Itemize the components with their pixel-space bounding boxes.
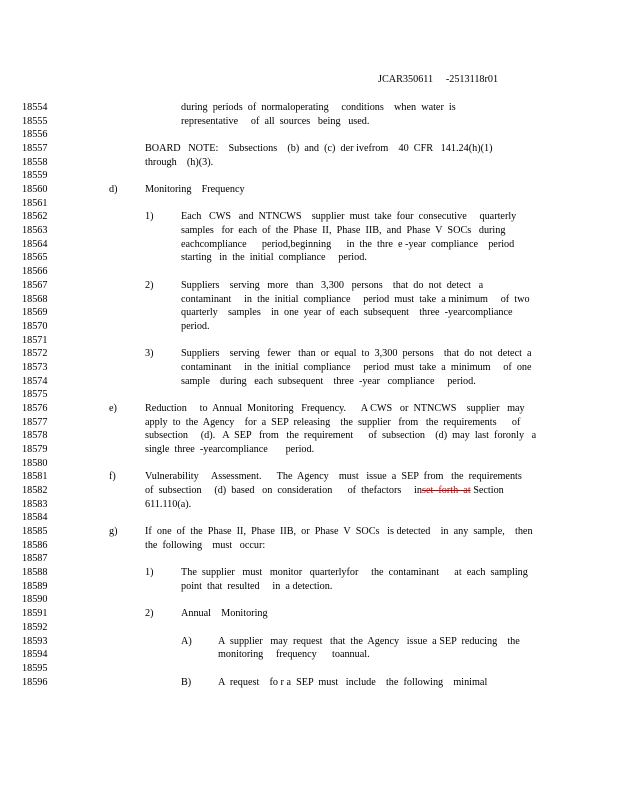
text-line: sample during each subsequent three -year compliance period. bbox=[181, 375, 476, 387]
text-line: during periods of normaloperating conditions when water is bbox=[181, 102, 456, 113]
line-number: 18593 bbox=[22, 635, 48, 647]
line-number: 18585 bbox=[22, 526, 48, 538]
line-number: 18569 bbox=[22, 307, 48, 319]
line-number: 18595 bbox=[22, 662, 48, 674]
line-number: 18557 bbox=[22, 143, 48, 155]
text-line: Suppliers serving fewer than or equal to 3,300 persons that do not detect a bbox=[181, 348, 532, 360]
text-line: Suppliers serving more than 3,300 persons that do not detect a bbox=[181, 279, 484, 291]
text-line: BOARD NOTE: Subsections (b) and (c) der ivefrom 40 CFR 141.24(h)(1) bbox=[145, 143, 493, 155]
list-marker: 2) bbox=[145, 279, 154, 291]
line-number: 18576 bbox=[22, 402, 48, 414]
line-number: 18574 bbox=[22, 375, 48, 387]
line-number: 18566 bbox=[22, 266, 48, 278]
line-number: 18577 bbox=[22, 416, 48, 428]
line-number: 18567 bbox=[22, 279, 48, 291]
document-header: JCAR350611 -2513118r01 bbox=[378, 74, 499, 85]
line-number: 18588 bbox=[22, 567, 48, 579]
line-number: 18580 bbox=[22, 457, 48, 469]
line-number: 18578 bbox=[22, 430, 48, 442]
list-marker: e) bbox=[109, 402, 117, 414]
list-marker: 1) bbox=[145, 211, 154, 223]
line-number: 18573 bbox=[22, 361, 48, 373]
text-line: quarterly samples in one year of each subsequent three -yearcompliance bbox=[181, 307, 513, 319]
line-number: 18596 bbox=[22, 676, 48, 688]
text-line: through (h)(3). bbox=[145, 156, 214, 168]
text-line: contaminant in the initial compliance period must take a minimum of two bbox=[181, 293, 530, 305]
text-line: samples for each of the Phase II, Phase IIB, and Phase V SOCs during bbox=[181, 225, 506, 237]
text-line: A supplier may request that the Agency issue a SEP reducing the bbox=[218, 635, 520, 647]
list-marker: g) bbox=[109, 526, 118, 538]
line-number: 18582 bbox=[22, 485, 48, 497]
text-line: apply to the Agency for a SEP releasing the supplier from the requirements of bbox=[145, 416, 521, 428]
line-number: 18586 bbox=[22, 539, 48, 551]
struck-text: set forth at bbox=[421, 485, 471, 497]
line-number: 18587 bbox=[22, 553, 48, 565]
line-number: 18584 bbox=[22, 512, 48, 524]
line-number: 18568 bbox=[22, 293, 48, 305]
text-line: 611.110(a). bbox=[145, 498, 192, 510]
line-number: 18581 bbox=[22, 471, 48, 483]
line-number: 18594 bbox=[22, 649, 48, 661]
text-line: Vulnerability Assessment. The Agency must issue a SEP from the requirements bbox=[145, 471, 522, 483]
line-number: 18589 bbox=[22, 580, 48, 592]
line-number: 18590 bbox=[22, 594, 48, 606]
text-line: Monitoring Frequency bbox=[145, 184, 245, 196]
line-number: 18559 bbox=[22, 170, 48, 182]
text-line: A request fo r a SEP must include the following minimal bbox=[218, 676, 488, 688]
line-number: 18558 bbox=[22, 156, 48, 168]
line-number: 18561 bbox=[22, 197, 48, 209]
line-number: 18556 bbox=[22, 129, 48, 141]
line-number: 18575 bbox=[22, 389, 48, 401]
line-number: 18564 bbox=[22, 238, 48, 250]
line-number: 18565 bbox=[22, 252, 48, 264]
text-line: period. bbox=[181, 320, 210, 332]
text-line: Each CWS and NTNCWS supplier must take four consecutive quarterly bbox=[181, 211, 517, 223]
text-line: single three -yearcompliance period. bbox=[145, 444, 315, 455]
line-number: 18570 bbox=[22, 320, 48, 332]
text-line: of subsection (d) based on consideration of thefactors inset forth at Section bbox=[145, 485, 504, 497]
list-marker: 3) bbox=[145, 348, 154, 360]
list-marker: 1) bbox=[145, 567, 154, 579]
line-number: 18591 bbox=[22, 608, 48, 620]
text-line: Annual Monitoring bbox=[181, 608, 268, 620]
text-line: point that resulted in a detection. bbox=[181, 580, 333, 592]
text-line: subsection (d). A SEP from the requirement of subsection (d) may last foronly a bbox=[145, 430, 537, 442]
list-marker: f) bbox=[109, 471, 116, 483]
text-line: eachcompliance period,beginning in the thre e -year compliance period bbox=[181, 238, 515, 250]
text-line: contaminant in the initial compliance period must take a minimum of one bbox=[181, 361, 532, 373]
line-number: 18562 bbox=[22, 211, 48, 223]
line-number: 18571 bbox=[22, 334, 48, 346]
text-line: representative of all sources being used. bbox=[181, 115, 370, 127]
text-line: monitoring frequency toannual. bbox=[218, 649, 370, 661]
text-line: If one of the Phase II, Phase IIB, or Phase V SOCs is detected in any sample, then bbox=[145, 526, 533, 538]
list-marker: B) bbox=[181, 676, 192, 688]
line-number: 18560 bbox=[22, 184, 48, 196]
line-number: 18563 bbox=[22, 225, 48, 237]
list-marker: d) bbox=[109, 184, 118, 196]
text-line: Reduction to Annual Monitoring Frequency. A CWS or NTNCWS supplier may bbox=[145, 402, 525, 414]
line-number: 18592 bbox=[22, 621, 48, 633]
line-number: 18555 bbox=[22, 115, 48, 127]
list-marker: 2) bbox=[145, 608, 154, 620]
line-number: 18579 bbox=[22, 444, 48, 455]
text-line: The supplier must monitor quarterlyfor the contaminant at each sampling bbox=[181, 567, 528, 579]
text-line: starting in the initial compliance period. bbox=[181, 252, 367, 264]
text-line: the following must occur: bbox=[145, 539, 266, 551]
line-number: 18572 bbox=[22, 348, 48, 360]
line-number: 18583 bbox=[22, 498, 48, 510]
line-number: 18554 bbox=[22, 102, 48, 113]
list-marker: A) bbox=[181, 635, 192, 647]
